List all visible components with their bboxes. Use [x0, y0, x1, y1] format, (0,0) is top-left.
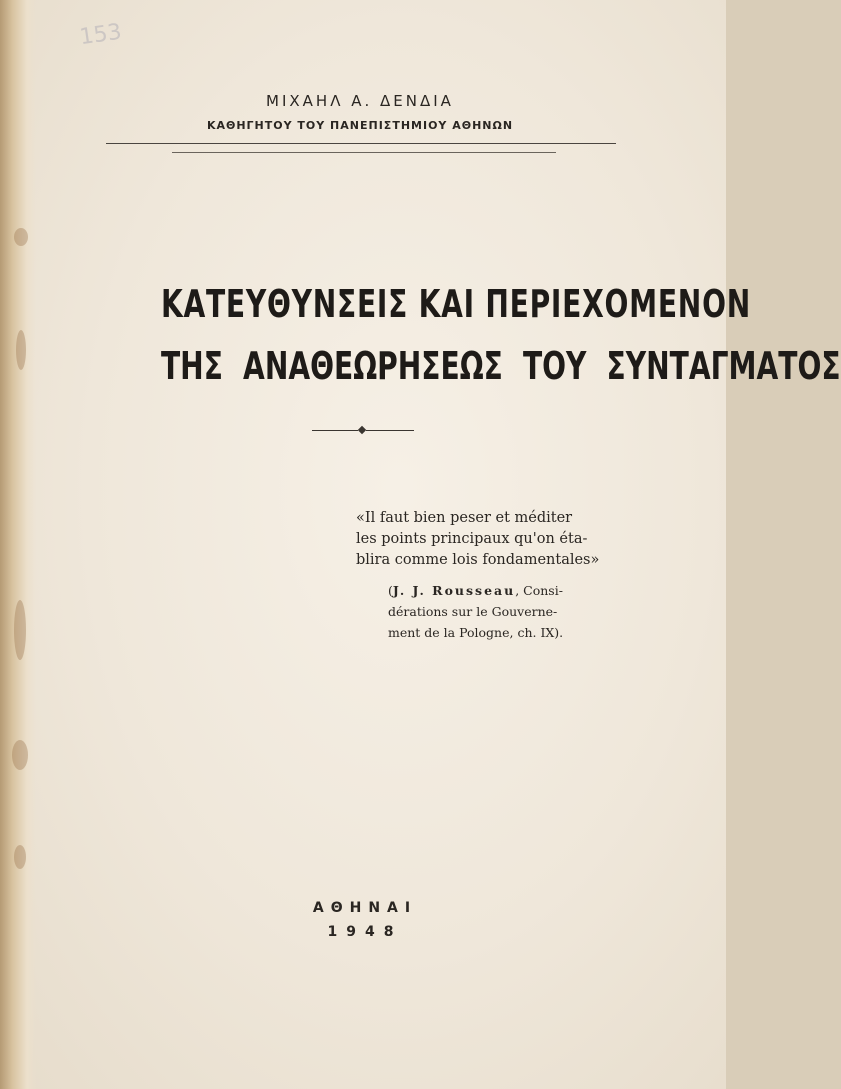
stain-mark — [14, 600, 26, 660]
title-line-1: ΚΑΤΕΥΘΥΝΣΕΙΣ ΚΑΙ ΠΕΡΙΕΧΟΜΕΝΟΝ — [160, 282, 752, 326]
ornament-diamond-icon — [358, 426, 366, 434]
header-rule — [106, 143, 616, 144]
author-name: ΜΙΧΑΗΛ Α. ΔΕΝΔΙΑ — [266, 92, 454, 110]
epigraph-quote — [356, 508, 626, 571]
epigraph-citation — [388, 580, 628, 643]
citation-line — [388, 580, 628, 601]
stain-mark — [12, 740, 28, 770]
author-affiliation: ΚΑΘΗΓΗΤΟΥ ΤΟΥ ΠΑΝΕΠΙΣΤΗΜΙΟΥ ΑΘΗΝΩΝ — [206, 119, 514, 132]
epigraph-line: les points principaux qu'on éta- — [356, 531, 588, 547]
stain-mark — [16, 330, 26, 370]
publication-year: 1948 — [327, 924, 403, 940]
ornament-line-right — [366, 430, 414, 431]
citation-line: dérations sur le Gouverne- — [388, 604, 558, 619]
header-subrule — [172, 152, 556, 153]
citation-author: J. J. Rousseau — [392, 583, 516, 598]
publication-place: ΑΘΗΝΑΙ — [312, 900, 418, 916]
ornament-line-left — [312, 430, 358, 431]
title-line-2: ΤΗΣ ΑΝΑΘΕΩΡΗΣΕΩΣ ΤΟΥ ΣΥΝΤΑΓΜΑΤΟΣ — [160, 344, 841, 388]
stain-mark — [14, 845, 26, 869]
citation-open: ( — [388, 583, 393, 598]
citation-line: ment de la Pologne, ch. IX). — [388, 625, 564, 640]
epigraph-line: «Il faut bien peser et méditer — [356, 510, 573, 526]
pencil-note: 153 — [78, 19, 124, 51]
citation-rest: , Consi- — [515, 583, 563, 598]
epigraph-line: blira comme lois fondamentales» — [356, 552, 600, 568]
stain-mark — [14, 228, 28, 246]
